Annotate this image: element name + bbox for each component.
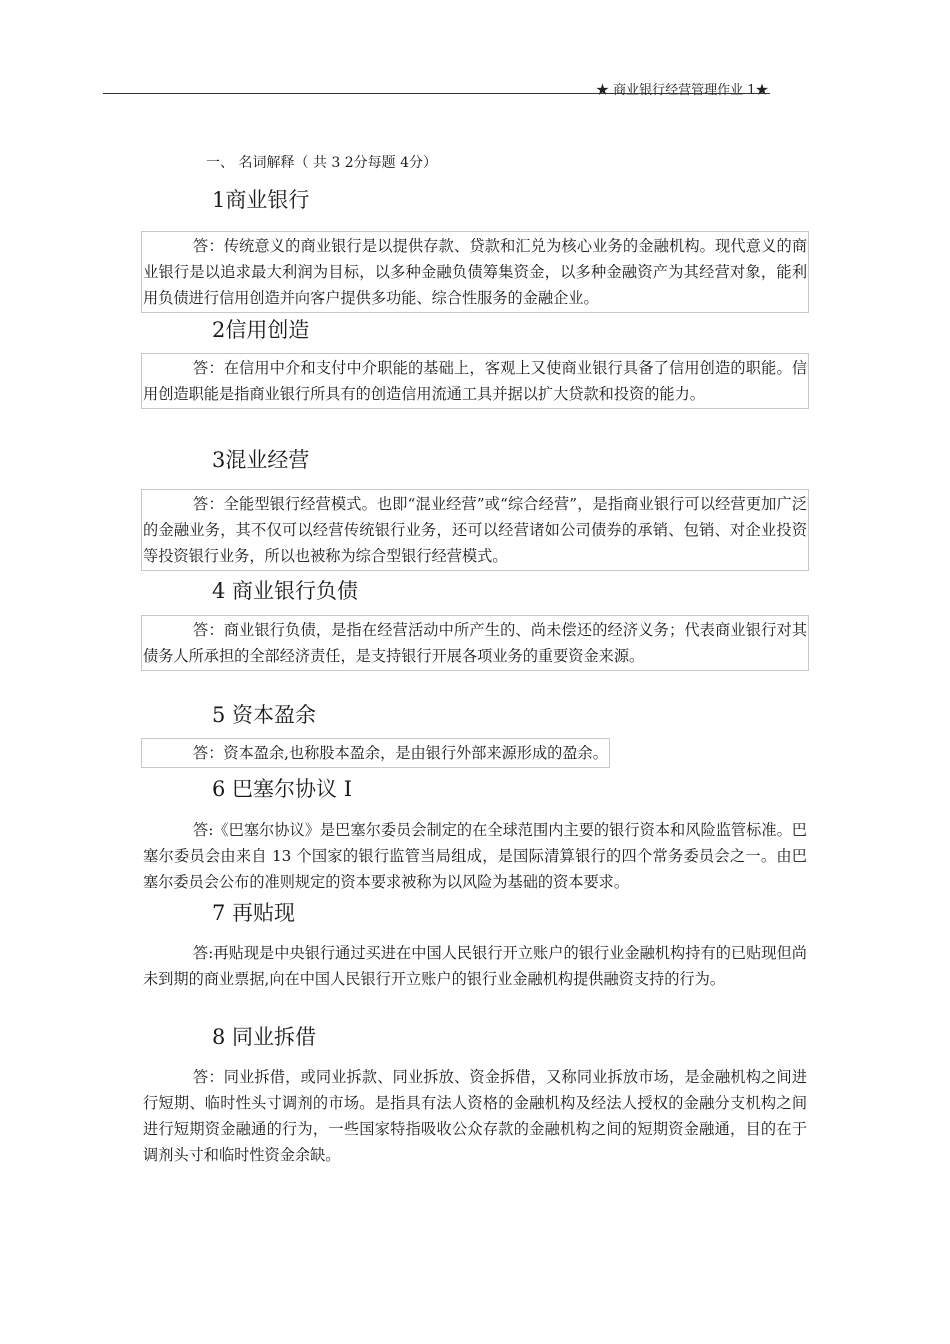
term-answer: 答：资本盈余,也称股本盈余，是由银行外部来源形成的盈余。 <box>143 740 608 766</box>
term-answer: 答:再贴现是中央银行通过买进在中国人民银行开立账户的银行业金融机构持有的已贴现但尚未到期的商业票据,向在中国人民银行开立账户的银行业金融机构提供融资支持的行为。 <box>143 944 807 988</box>
term-heading: 7 再贴现 <box>212 901 296 925</box>
term-heading: 5 资本盈余 <box>212 703 317 727</box>
term-heading: 1商业银行 <box>212 188 310 212</box>
term-heading: 6 巴塞尔协议 I <box>212 777 353 801</box>
term-answer: 答:《巴塞尔协议》是巴塞尔委员会制定的在全球范围内主要的银行资本和风险监管标准。巴塞尔委员会由来自 13 个国家的银行监管当局组成，是国际清算银行的四个常务委员会之一。由巴塞尔委员会公布的准则规定的资本要求被称为以风险为基础的资本要求。 <box>143 821 807 891</box>
term-heading: 3混业经营 <box>212 448 310 472</box>
term-answer: 答：全能型银行经营模式。也即“混业经营”或“综合经营”，是指商业银行可以经营更加广泛的金融业务，其不仅可以经营传统银行业务，还可以经营诸如公司债券的承销、包销、对企业投资等投资银行业务，所以也被称为综合型银行经营模式。 <box>143 491 807 569</box>
term-answer: 答：同业拆借，或同业拆款、同业拆放、资金拆借，又称同业拆放市场，是金融机构之间进行短期、临时性头寸调剂的市场。是指具有法人资格的金融机构及经法人授权的金融分支机构之间进行短期资金融通的行为，一些国家特指吸收公众存款的金融机构之间的短期资金融通，目的在于调剂头寸和临时性资金余缺。 <box>143 1068 807 1164</box>
term-heading: 4 商业银行负债 <box>212 579 359 603</box>
term-heading: 2信用创造 <box>212 318 310 342</box>
header-divider <box>103 93 770 94</box>
page-header: ★ 商业银行经营管理作业 1★ <box>596 83 769 98</box>
section-title: 一、 名词解释（ 共 3 2分每题 4分） <box>206 155 437 171</box>
term-answer: 答：在信用中介和支付中介职能的基础上，客观上又使商业银行具备了信用创造的职能。信用创造职能是指商业银行所具有的创造信用流通工具并据以扩大贷款和投资的能力。 <box>143 355 807 407</box>
term-answer: 答：传统意义的商业银行是以提供存款、贷款和汇兑为核心业务的金融机构。现代意义的商业银行是以追求最大利润为目标，以多种金融负债筹集资金，以多种金融资产为其经营对象，能利用负债进行信用创造并向客户提供多功能、综合性服务的金融企业。 <box>143 233 807 311</box>
term-heading: 8 同业拆借 <box>212 1025 317 1049</box>
term-answer: 答：商业银行负债，是指在经营活动中所产生的、尚未偿还的经济义务；代表商业银行对其债务人所承担的全部经济责任，是支持银行开展各项业务的重要资金来源。 <box>143 617 807 669</box>
